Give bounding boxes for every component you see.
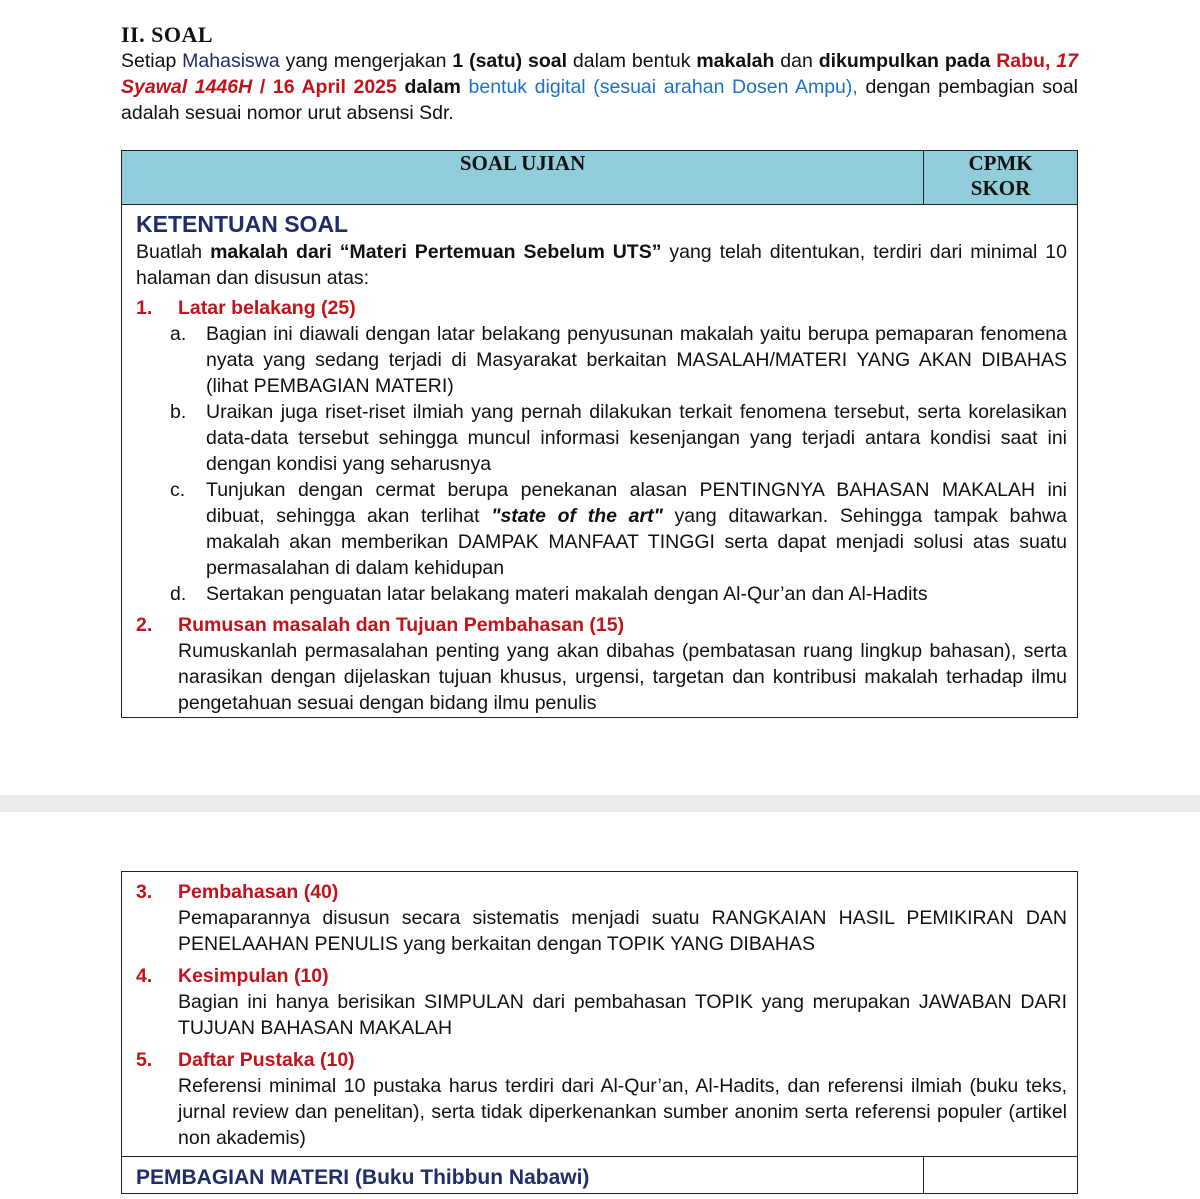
- item-2-text: Rumuskanlah permasalahan penting yang akan dibahas (pembatasan ruang lingkup bahasan), serta narasikan dengan dijelaskan tujuan khusus, urgensi, targetan dan kontribusi makalah terhadap ilmu pengetahuan sesuai dengan bidang ilmu penulis: [178, 640, 1067, 714]
- intro-paragraph: [121, 48, 1078, 126]
- intro-text: [461, 76, 469, 98]
- item-2-title: Rumusan masalah dan Tujuan Pembahasan (15): [178, 614, 625, 636]
- table-header-row: [122, 151, 1078, 205]
- item-1-heading: [136, 295, 1067, 321]
- header-cpmk-skor: [924, 151, 1078, 205]
- pembagian-score-cell: [924, 1157, 1078, 1194]
- intro-dalam: dalam: [404, 76, 461, 98]
- item-3-number: 3.: [136, 881, 153, 903]
- item-1-sub-a: [136, 321, 1067, 399]
- intro-text: [397, 76, 405, 98]
- item-4-title: Kesimpulan (10): [178, 965, 329, 987]
- soal-table: [121, 150, 1078, 718]
- sub-text: [206, 477, 1067, 581]
- item-1-number: 1.: [136, 297, 153, 319]
- ketentuan-materi: makalah dari “Materi Pertemuan Sebelum UTS”: [210, 241, 662, 263]
- item-4-text: Bagian ini hanya berisikan SIMPULAN dari pembahasan TOPIK yang merupakan JAWABAN DARI TUJUAN BAHASAN MAKALAH: [178, 991, 1067, 1039]
- ketentuan-title: KETENTUAN SOAL: [136, 211, 349, 237]
- section-heading: II. SOAL: [121, 22, 214, 47]
- item-5-title: Daftar Pustaka (10): [178, 1049, 355, 1071]
- intro-dikumpulkan: dikumpulkan pada: [818, 50, 991, 72]
- sub-letter: c.: [170, 479, 186, 501]
- state-of-the-art: "state of the art": [491, 505, 663, 527]
- intro-deadline-day: Rabu,: [996, 50, 1057, 72]
- item-1-sub-d: [136, 581, 1067, 607]
- intro-deadline-date: / 16 April 2025: [252, 76, 397, 98]
- intro-text: yang mengerjakan: [279, 50, 453, 72]
- intro-satu-soal: 1 (satu) soal: [452, 50, 568, 72]
- sub-text: Bagian ini diawali dengan latar belakang penyusunan makalah yaitu berupa pemaparan fenomena nyata yang sedang terjadi di Masyarakat berkaitan MASALAH/MATERI YANG AKAN DIBAHAS (lihat PEMBAGIAN MATERI): [206, 323, 1067, 397]
- items-cell: [122, 872, 1078, 1157]
- item-5-number: 5.: [136, 1049, 153, 1071]
- item-3-text: Pemaparannya disusun secara sistematis menjadi suatu RANGKAIAN HASIL PEMIKIRAN DAN PENELAAHAN PENULIS yang berkaitan dengan TOPIK YANG DIBAHAS: [178, 907, 1067, 955]
- item-2-number: 2.: [136, 614, 153, 636]
- header-cpmk: CPMK: [968, 151, 1033, 175]
- intro-makalah: makalah: [696, 50, 775, 72]
- header-soal-ujian: SOAL UJIAN: [122, 151, 924, 205]
- table-row: [122, 872, 1078, 1157]
- ketentuan-description: [136, 239, 1067, 291]
- item-1-sub-c: [136, 477, 1067, 581]
- sub-letter: b.: [170, 401, 187, 423]
- intro-text: dengan pembagian soal adalah sesuai nomor urut absensi Sdr.: [121, 76, 1079, 124]
- sub-text: Sertakan penguatan latar belakang materi makalah dengan Al-Qur’an dan Al-Hadits: [206, 583, 928, 605]
- item-2-heading: [136, 612, 1067, 638]
- item-3-title: Pembahasan (40): [178, 881, 339, 903]
- item-1-title: Latar belakang (25): [178, 297, 356, 319]
- table-row: [122, 205, 1078, 718]
- ketentuan-text: yang telah ditentukan, terdiri dari minimal 10 halaman dan disusun atas:: [136, 241, 1067, 289]
- sub-letter: d.: [170, 583, 187, 605]
- header-skor: SKOR: [970, 176, 1031, 200]
- sub-text-part: yang ditawarkan. Sehingga tampak bahwa makalah akan memberikan DAMPAK MANFAAT TINGGI serta dapat menjadi solusi atas suatu permasalahan di dalam kehidupan: [206, 505, 1067, 579]
- intro-text: Setiap: [121, 50, 183, 72]
- intro-text: dalam bentuk: [567, 50, 697, 72]
- item-5-text: Referensi minimal 10 pustaka harus terdiri dari Al-Qur’an, Al-Hadits, dan referensi ilmiah (buku teks, jurnal review dan penelitan), serta tidak diperkenankan sumber anonim serta referensi populer (artikel non akademis): [178, 1075, 1067, 1149]
- sub-text: Uraikan juga riset-riset ilmiah yang pernah dilakukan terkait fenomena tersebut, serta korelasikan data-data tersebut sehingga muncul informasi kesenjangan yang terjadi antara kondisi saat ini dengan kondisi yang seharusnya: [206, 401, 1067, 475]
- document-page-2: [0, 812, 1200, 1199]
- intro-text: dan: [774, 50, 819, 72]
- ketentuan-text: Buatlah: [136, 241, 211, 263]
- item-5-heading: [136, 1047, 1067, 1073]
- ketentuan-cell: [122, 205, 1078, 718]
- pembagian-materi-title: PEMBAGIAN MATERI (Buku Thibbun Nabawi): [122, 1157, 924, 1194]
- table-row: [122, 1157, 1078, 1194]
- intro-mahasiswa: Mahasiswa: [182, 50, 280, 72]
- intro-bentuk-digital: bentuk digital (sesuai arahan Dosen Ampu),: [468, 76, 858, 98]
- soal-table-continued: [121, 871, 1078, 1194]
- item-1-sub-b: [136, 399, 1067, 477]
- item-4-heading: [136, 963, 1067, 989]
- item-4-number: 4.: [136, 965, 153, 987]
- item-3-heading: [136, 879, 1067, 905]
- intro-deadline-hijri: 17 Syawal 1446H: [121, 50, 1078, 98]
- sub-text-part: Tunjukan dengan cermat berupa penekanan alasan PENTINGNYA BAHASAN MAKALAH ini dibuat, sehingga akan terlihat: [206, 479, 1067, 527]
- sub-letter: a.: [170, 323, 187, 345]
